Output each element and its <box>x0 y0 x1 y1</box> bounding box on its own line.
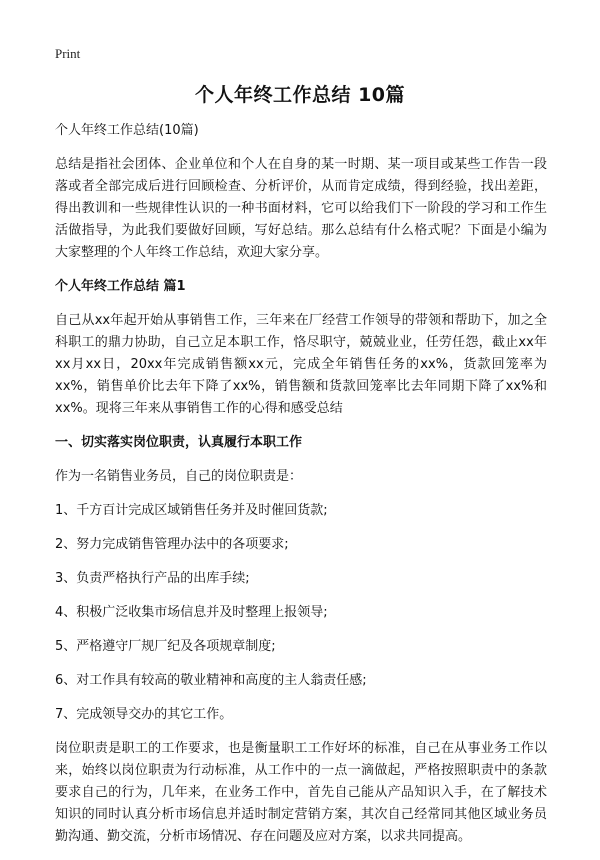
closing-paragraph: 岗位职责是职工的工作要求，也是衡量职工工作好坏的标准，自己在从事业务工作以来，始终以岗位职责为行动标准，从工作中的一点一滴做起，严格按照职责中的条款要求自己的行为，几年来，在业务工作中，首先自己能从产品知识入手，在了解技术知识的同时认真分析市场信息并适时制定营销方案，其次自己经常同其他区域业务员勤沟通、勤交流，分析市场情况、存在问题及应对方案，以求共同提高。 <box>55 741 547 844</box>
document-subtitle: 个人年终工作总结(10篇) <box>55 123 199 138</box>
duty-item: 3、负责严格执行产品的出库手续; <box>55 571 250 586</box>
duty-item: 5、严格遵守厂规厂纪及各项规章制度; <box>55 639 276 654</box>
article-intro-paragraph: 自己从xx年起开始从事销售工作，三年来在厂经营工作领导的带领和帮助下，加之全科职工的鼎力协助，自己立足本职工作，恪尽职守，兢兢业业，任劳任怨，截止xx年xx月xx日，20xx年完成销售额xx元，完成全年销售任务的xx%，货款回笼率为xx%，销售单价比去年下降了xx%，销售额和货款回笼率比去年同期下降了xx%和xx%。现将三年来从事销售工作的心得和感受总结 <box>55 313 547 416</box>
duties-intro: 作为一名销售业务员，自己的岗位职责是： <box>55 469 303 484</box>
duty-item: 1、千方百计完成区域销售任务并及时催回货款; <box>55 503 328 518</box>
duty-item: 2、努力完成销售管理办法中的各项要求; <box>55 537 289 552</box>
article-heading: 个人年终工作总结 篇1 <box>55 279 186 294</box>
intro-paragraph: 总结是指社会团体、企业单位和个人在自身的某一时期、某一项目或某些工作告一段落或者全部完成后进行回顾检查、分析评价，从而肯定成绩，得到经验，找出差距，得出教训和一些规律性认识的一种书面材料，它可以给我们下一阶段的学习和工作生活做指导，为此我们要做好回顾，写好总结。那么总结有什么格式呢？下面是小编为大家整理的个人年终工作总结，欢迎大家分享。 <box>55 157 547 260</box>
print-label[interactable]: Print <box>55 46 81 61</box>
duty-item: 6、对工作具有较高的敬业精神和高度的主人翁责任感; <box>55 673 367 688</box>
document-body <box>55 120 547 860</box>
section-one-heading: 一、切实落实岗位职责，认真履行本职工作 <box>55 435 303 450</box>
duty-item: 7、完成领导交办的其它工作。 <box>55 707 233 722</box>
document-title: 个人年终工作总结 10篇 <box>194 84 406 106</box>
duty-item: 4、积极广泛收集市场信息并及时整理上报领导; <box>55 605 328 620</box>
